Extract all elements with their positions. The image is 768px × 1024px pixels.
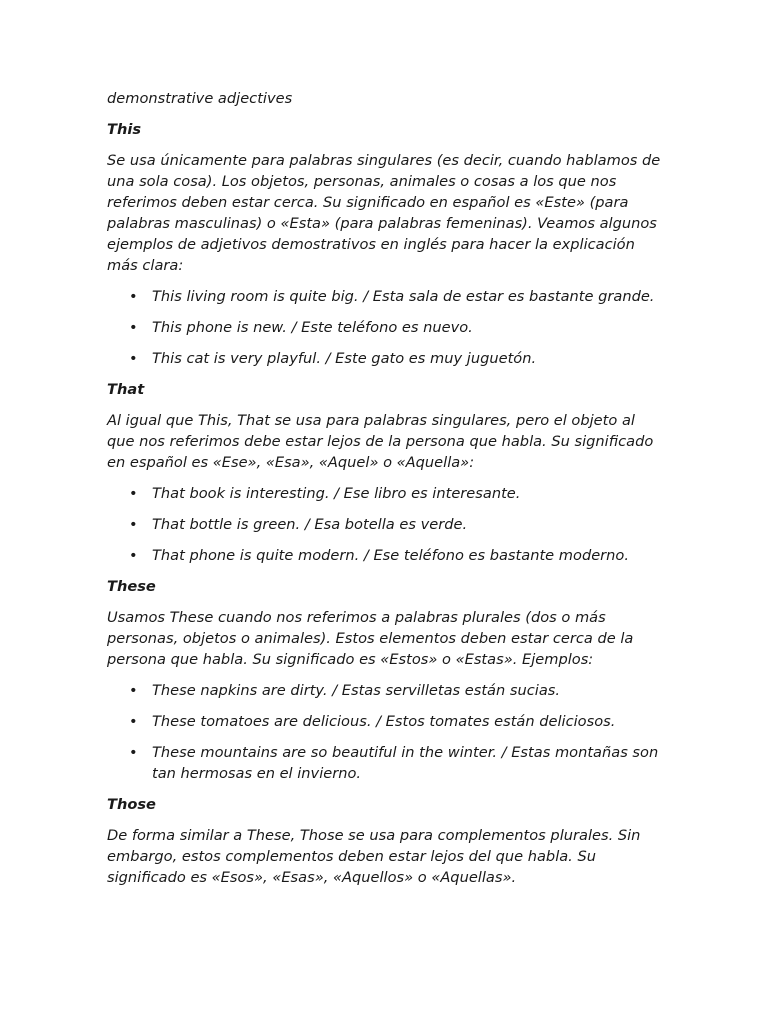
bullet-icon: • (129, 744, 138, 761)
section-paragraph: Se usa únicamente para palabras singulares (es decir, cuando hablamos de una sola cosa). Los objetos, personas, animales o cosas a los que nos referimos deben estar cerca. Su significado en español es «Este» (para palabras masculinas) o «Esta» (para palabras femeninas). Veamos algunos ejemplos de adjetivos demostrativos en inglés para hacer la explicación más clara: (107, 152, 661, 274)
bullet-icon: • (129, 485, 138, 502)
bullet-icon: • (129, 682, 138, 699)
section-paragraph: Usamos These cuando nos referimos a palabras plurales (dos o más personas, objetos o animales). Estos elementos deben estar cerca de la persona que habla. Su significado es «Estos» o «Estas». Ejemplos: (107, 609, 634, 668)
section-that (107, 379, 663, 566)
example-item (107, 286, 663, 307)
example-text: These napkins are dirty. / Estas servilletas están sucias. (152, 682, 561, 699)
document-title: demonstrative adjectives (107, 90, 293, 107)
section-heading: These (107, 578, 156, 595)
example-item (107, 348, 663, 369)
example-text: That book is interesting. / Ese libro es interesante. (152, 485, 521, 502)
section-these (107, 576, 663, 784)
section-paragraph: De forma similar a These, Those se usa para complementos plurales. Sin embargo, estos complementos deben estar lejos del que habla. Su significado es «Esos», «Esas», «Aquellos» o «Aquellas». (107, 827, 641, 886)
example-list (107, 286, 663, 369)
example-text: These tomatoes are delicious. / Estos tomates están deliciosos. (152, 713, 616, 730)
document-page (107, 88, 663, 898)
example-item (107, 680, 663, 701)
example-list (107, 680, 663, 784)
bullet-icon: • (129, 547, 138, 564)
bullet-icon: • (129, 288, 138, 305)
example-text: That bottle is green. / Esa botella es verde. (152, 516, 468, 533)
example-item (107, 545, 663, 566)
example-item (107, 483, 663, 504)
bullet-icon: • (129, 319, 138, 336)
example-text: These mountains are so beautiful in the winter. / Estas montañas son tan hermosas en el invierno. (152, 744, 659, 782)
example-text: This cat is very playful. / Este gato es muy juguetón. (152, 350, 537, 367)
example-text: That phone is quite modern. / Ese teléfono es bastante moderno. (152, 547, 629, 564)
section-those (107, 794, 663, 888)
example-item (107, 514, 663, 535)
example-text: This living room is quite big. / Esta sala de estar es bastante grande. (152, 288, 655, 305)
example-item (107, 711, 663, 732)
example-item (107, 742, 663, 784)
bullet-icon: • (129, 713, 138, 730)
section-heading: That (107, 381, 145, 398)
section-heading: This (107, 121, 142, 138)
section-heading: Those (107, 796, 156, 813)
section-this (107, 119, 663, 369)
bullet-icon: • (129, 516, 138, 533)
section-paragraph: Al igual que This, That se usa para palabras singulares, pero el objeto al que nos referimos debe estar lejos de la persona que habla. Su significado en español es «Ese», «Esa», «Aquel» o «Aquella»: (107, 412, 654, 471)
example-text: This phone is new. / Este teléfono es nuevo. (152, 319, 473, 336)
example-item (107, 317, 663, 338)
bullet-icon: • (129, 350, 138, 367)
example-list (107, 483, 663, 566)
